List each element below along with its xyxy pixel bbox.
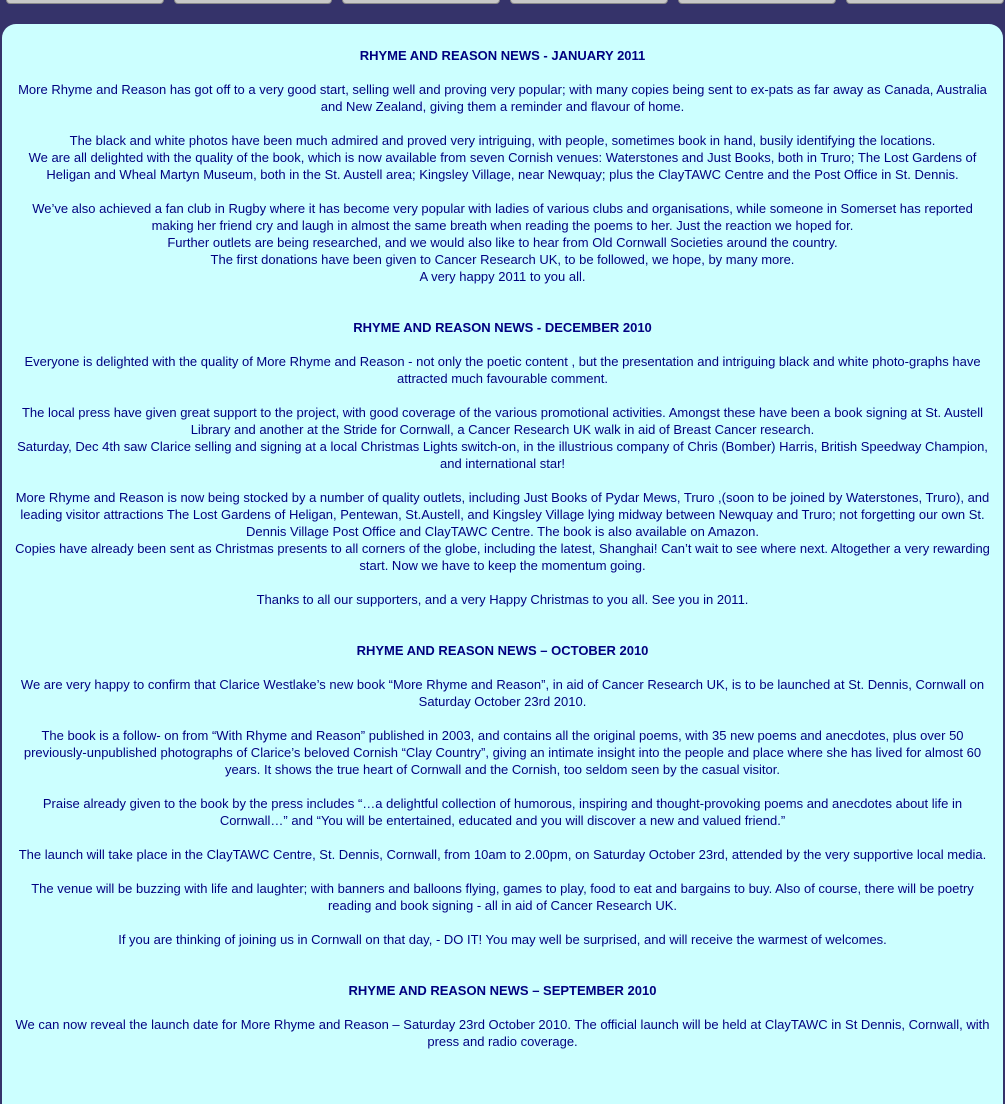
section-title-october-2010: RHYME AND REASON NEWS – OCTOBER 2010	[356, 643, 649, 658]
news-paragraph: We are all delighted with the quality of the book, which is now available from seven Cornish venues: Waterstones and Just Books, both in Truro; The Lost Gardens of Heligan and Wheal Martyn Museum, both in the St. Austell area; Kingsley Village, near Newquay; plus the ClayTAWC Centre and the Post Office in St. Dennis.	[28, 150, 977, 182]
news-panel	[2, 24, 1003, 1104]
section-title-december-2010: RHYME AND REASON NEWS - DECEMBER 2010	[353, 320, 652, 335]
news-paragraph: More Rhyme and Reason is now being stocked by a number of quality outlets, including Just Books of Pydar Mews, Truro ,(soon to be joined by Waterstones, Truro), and leading visitor attractions The Lost Gardens of Heligan, Pentewan, St.Austell, and Kingsley Village lying midway between Newquay and Truro; not forgetting our own St. Dennis Village Post Office and ClayTAWC Centre. The book is also available on Amazon.	[15, 490, 990, 539]
news-paragraph: Saturday, Dec 4th saw Clarice selling and signing at a local Christmas Lights switch-on, in the illustrious company of Chris (Bomber) Harris, British Speedway Champion, and international star!	[17, 439, 988, 471]
news-paragraph: Further outlets are being researched, and we would also like to hear from Old Cornwall Societies around the country.	[167, 235, 838, 250]
nav-tab-4[interactable]	[510, 0, 668, 4]
nav-tab-3[interactable]	[342, 0, 500, 4]
news-paragraph: The black and white photos have been much admired and proved very intriguing, with people, sometimes book in hand, busily identifying the locations.	[69, 133, 936, 148]
section-title-september-2010: RHYME AND REASON NEWS – SEPTEMBER 2010	[348, 983, 657, 998]
news-paragraph: The local press have given great support to the project, with good coverage of the various promotional activities. Amongst these have been a book signing at St. Austell Library and another at the Stride for Cornwall, a Cancer Research UK walk in aid of Breast Cancer research.	[21, 405, 984, 437]
news-paragraph: Thanks to all our supporters, and a very Happy Christmas to you all. See you in 2011.	[256, 592, 749, 607]
news-content	[2, 24, 1003, 1050]
news-paragraph: If you are thinking of joining us in Cornwall on that day, - DO IT! You may well be surprised, and will receive the warmest of welcomes.	[118, 932, 887, 947]
nav-tab-6[interactable]	[846, 0, 1004, 4]
nav-tab-5[interactable]	[678, 0, 836, 4]
news-paragraph: The launch will take place in the ClayTAWC Centre, St. Dennis, Cornwall, from 10am to 2.00pm, on Saturday October 23rd, attended by the very supportive local media.	[18, 847, 987, 862]
nav-tab-1[interactable]	[6, 0, 164, 4]
nav-tab-2[interactable]	[174, 0, 332, 4]
news-paragraph: Copies have already been sent as Christmas presents to all corners of the globe, including the latest, Shanghai! Can’t wait to see where next. Altogether a very rewarding start. Now we have to keep the momentum going.	[15, 541, 990, 573]
news-paragraph: The venue will be buzzing with life and laughter; with banners and balloons flying, games to play, food to eat and bargains to buy. Also of course, there will be poetry reading and book signing - all in aid of Cancer Research UK.	[31, 881, 974, 913]
news-paragraph: We can now reveal the launch date for More Rhyme and Reason – Saturday 23rd October 2010. The official launch will be held at ClayTAWC in St Dennis, Cornwall, with press and radio coverage.	[15, 1017, 990, 1049]
news-paragraph: A very happy 2011 to you all.	[419, 269, 586, 284]
news-paragraph: Praise already given to the book by the press includes “…a delightful collection of humorous, inspiring and thought-provoking poems and anecdotes about life in Cornwall…” and “You will be entertained, educated and you will discover a new and valued friend.”	[42, 796, 963, 828]
top-navigation-bar	[0, 0, 1005, 24]
news-paragraph: The first donations have been given to Cancer Research UK, to be followed, we hope, by many more.	[210, 252, 795, 267]
news-paragraph: We are very happy to confirm that Clarice Westlake’s new book “More Rhyme and Reason”, in aid of Cancer Research UK, is to be launched at St. Dennis, Cornwall on Saturday October 23rd 2010.	[20, 677, 985, 709]
news-paragraph: More Rhyme and Reason has got off to a very good start, selling well and proving very popular; with many copies being sent to ex-pats as far away as Canada, Australia and New Zealand, giving them a reminder and flavour of home.	[18, 82, 987, 114]
news-paragraph: The book is a follow- on from “With Rhyme and Reason” published in 2003, and contains all the original poems, with 35 new poems and anecdotes, plus over 50 previously-unpublished photographs of Clarice’s beloved Cornish “Clay Country”, giving an intimate insight into the people and place where she has lived for almost 60 years. It shows the true heart of Cornwall and the Cornish, too seldom seen by the casual visitor.	[23, 728, 982, 777]
news-paragraph: Everyone is delighted with the quality of More Rhyme and Reason - not only the poetic content , but the presentation and intriguing black and white photo-graphs have attracted much favourable comment.	[24, 354, 981, 386]
section-title-january-2011: RHYME AND REASON NEWS - JANUARY 2011	[359, 48, 646, 63]
news-paragraph: We’ve also achieved a fan club in Rugby where it has become very popular with ladies of various clubs and organisations, while someone in Somerset has reported making her friend cry and laugh in almost the same breath when reading the poems to her. Just the reaction we hoped for.	[32, 201, 973, 233]
